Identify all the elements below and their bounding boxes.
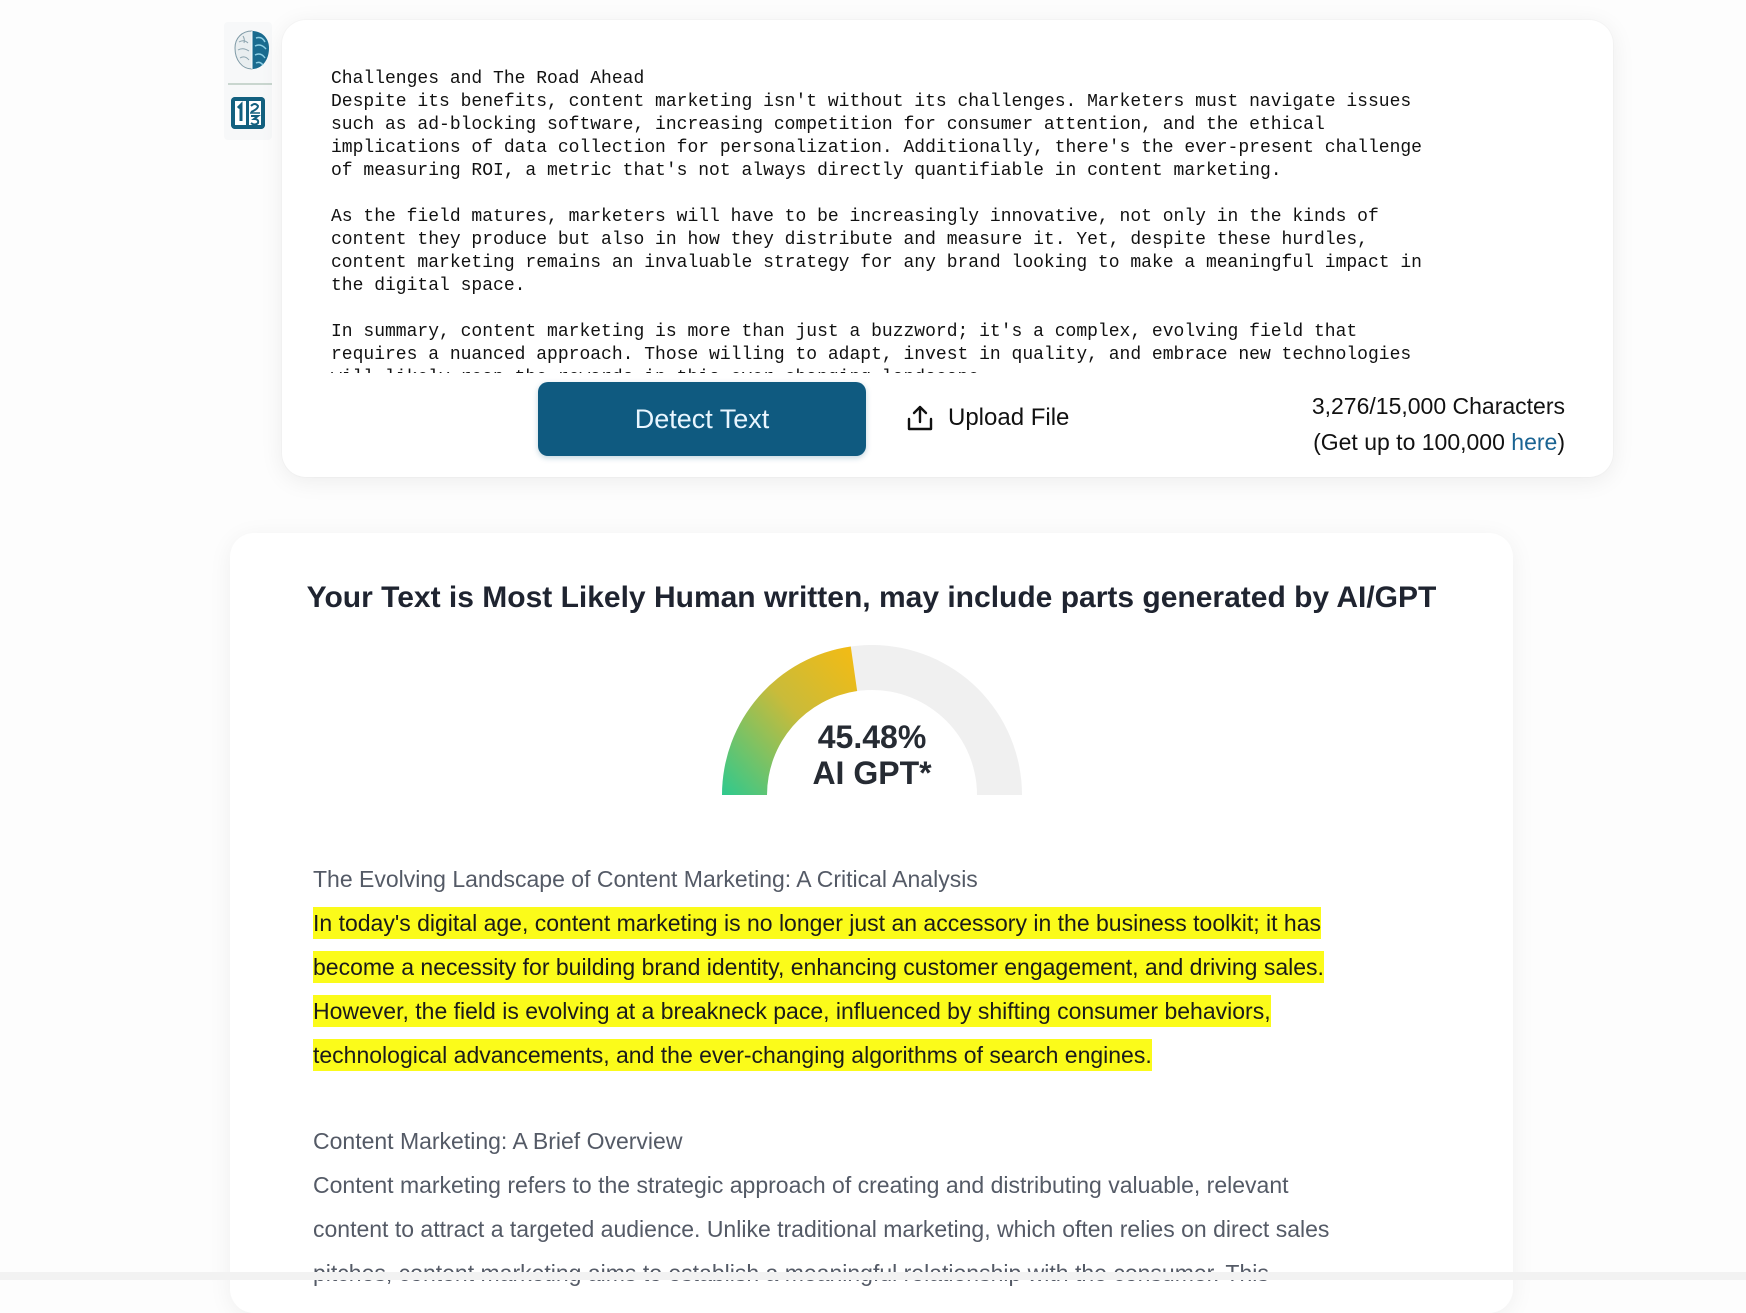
upload-file-label: Upload File	[948, 404, 1070, 431]
ai-label: AI GPT*	[812, 755, 932, 791]
brain-icon[interactable]	[232, 28, 272, 72]
tool-icon-strip	[224, 22, 272, 140]
highlighted-line: become a necessity for building brand identity, enhancing customer engagement, and driving sales.	[313, 945, 1423, 989]
ai-percent: 45.48%	[817, 719, 927, 755]
gauge-readout	[720, 719, 1024, 791]
section-title: The Evolving Landscape of Content Marketing: A Critical Analysis	[313, 866, 978, 892]
upload-file-button[interactable]	[906, 398, 1069, 438]
upload-icon	[906, 404, 934, 432]
text-input[interactable]	[331, 68, 1591, 373]
detect-text-button[interactable]	[538, 382, 866, 456]
section-title: Content Marketing: A Brief Overview	[313, 1128, 683, 1154]
body-line: Content marketing refers to the strategic approach of creating and distributing valuable, relevant	[313, 1172, 1289, 1198]
character-count-text: 3,276/15,000 Characters	[1311, 393, 1565, 419]
upgrade-note: (Get up to 100,000 here)	[1313, 429, 1565, 455]
body-line: content to attract a targeted audience. Unlike traditional marketing, which often relies on direct sales	[313, 1216, 1330, 1242]
character-count	[1312, 388, 1565, 460]
bottom-scroll-edge	[0, 1272, 1746, 1280]
result-heading: Your Text is Most Likely Human written, may include parts generated by AI/GPT	[306, 581, 1437, 614]
fraction-icon[interactable]	[231, 97, 265, 129]
highlighted-line: However, the field is evolving at a breakneck pace, influenced by shifting consumer behaviors,	[313, 989, 1423, 1033]
upgrade-link[interactable]: here	[1511, 429, 1558, 455]
analysis-text	[313, 857, 1423, 1295]
highlighted-line: In today's digital age, content marketing is no longer just an accessory in the business toolkit; it has	[313, 901, 1423, 945]
strip-divider	[228, 83, 272, 85]
text-input-card	[282, 20, 1613, 477]
section-gap	[313, 1077, 1423, 1119]
highlighted-line: technological advancements, and the ever-changing algorithms of search engines.	[313, 1033, 1423, 1077]
detect-text-label: Detect Text	[634, 403, 770, 434]
results-card	[230, 533, 1513, 1313]
